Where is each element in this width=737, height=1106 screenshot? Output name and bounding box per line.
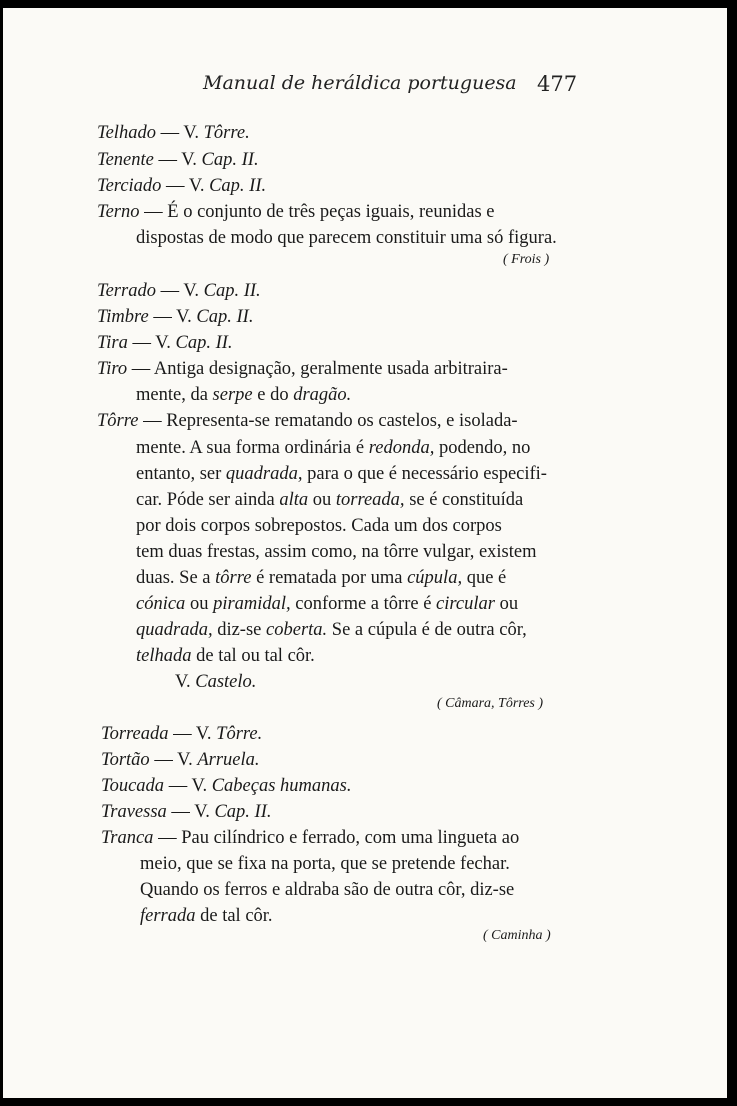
entry-torre-line8: [136, 591, 518, 617]
entry-torre-see-also: [175, 669, 256, 695]
text-run: car. Póde ser ainda: [136, 490, 280, 510]
entry-torre-line9: [136, 617, 527, 643]
entry-tortao: [101, 747, 260, 773]
text-run: que é: [462, 568, 507, 588]
entry-tranca-line1: [101, 825, 519, 851]
entry-target: Cap. II.: [203, 281, 261, 301]
entry-tiro-line2: [136, 382, 351, 408]
entry-terciado: [97, 173, 266, 199]
entry-term: Tenente: [97, 150, 154, 170]
italic-run: cúpula,: [407, 568, 463, 588]
entry-torre-line1: [97, 408, 518, 434]
entry-term: Tortão: [101, 750, 150, 770]
entry-target: Tôrre.: [203, 123, 250, 143]
entry-travessa: [101, 799, 272, 825]
entry-target: Cabeças humanas.: [211, 776, 352, 796]
entry-target: Cap. II.: [201, 150, 259, 170]
entry-ref: — V.: [166, 176, 210, 196]
entry-target: Arruela.: [197, 750, 260, 770]
entry-target: Cap. II.: [214, 802, 272, 822]
entry-tranca-line4: [140, 903, 273, 929]
entry-term: Travessa: [101, 802, 167, 822]
entry-term: Toucada: [101, 776, 165, 796]
entry-ref: — V.: [154, 750, 198, 770]
entry-ref: — V.: [173, 724, 217, 744]
entry-target: Cap. II.: [196, 307, 254, 327]
entry-ref: — V.: [160, 123, 204, 143]
entry-ref: — V.: [168, 776, 212, 796]
text-run: podendo, no: [434, 438, 531, 458]
entry-timbre: [97, 304, 253, 330]
italic-run: circular: [436, 594, 495, 614]
text-run: ou: [308, 490, 336, 510]
entry-torre-line6: tem duas frestas, assim como, na tôrre vulgar, existem: [136, 542, 537, 562]
entry-torre-line5: por dois corpos sobrepostos. Cada um dos corpos: [136, 516, 502, 536]
italic-run: quadrada,: [225, 464, 303, 484]
italic-run: serpe: [212, 385, 253, 405]
italic-run: redonda,: [368, 438, 435, 458]
entry-text: — É o conjunto de três peças iguais, reunidas e: [144, 202, 495, 222]
entry-target: Cap. II.: [209, 176, 267, 196]
italic-run: tôrre: [215, 568, 252, 588]
italic-run: ferrada: [140, 906, 196, 926]
entry-toucada: [101, 773, 352, 799]
entry-tranca-line2: meio, que se fixa na porta, que se pretende fechar.: [140, 854, 510, 874]
entry-terno-line1: [97, 199, 571, 225]
entry-tira: [97, 330, 233, 356]
entry-term: Timbre: [97, 307, 149, 327]
book-page: [3, 8, 727, 1098]
text-run: V.: [175, 672, 196, 692]
italic-run: piramidal,: [213, 594, 291, 614]
entry-term: Tira: [97, 333, 128, 353]
entry-ref: — V.: [153, 307, 197, 327]
entry-telhado: [97, 120, 250, 146]
citation-camara: ( Câmara, Tôrres ): [437, 696, 544, 711]
entry-term: Tiro: [97, 359, 128, 379]
text-run: mente, da: [136, 385, 213, 405]
italic-run: dragão.: [293, 385, 352, 405]
citation-frois: ( Frois ): [503, 252, 550, 267]
entry-term: Telhado: [97, 123, 156, 143]
entry-term: Tôrre: [97, 411, 139, 431]
entry-torre-line3: [136, 461, 547, 487]
text-run: Se a cúpula é de outra côr,: [327, 620, 527, 640]
text-run: duas. Se a: [136, 568, 216, 588]
italic-run: telhada: [136, 646, 192, 666]
entry-term: Terno: [97, 202, 140, 222]
entry-text: — Pau cilíndrico e ferrado, com uma lingueta ao: [158, 828, 520, 848]
entry-term: Torreada: [101, 724, 169, 744]
page-number: 477: [537, 72, 578, 96]
text-run: é rematada por uma: [251, 568, 408, 588]
entry-target: Tôrre.: [216, 724, 263, 744]
text-run: para o que é necessário especifi-: [302, 464, 547, 484]
entry-ref: — V.: [158, 150, 202, 170]
entry-torre-line2: [136, 435, 530, 461]
entry-ref: — V.: [132, 333, 176, 353]
entry-torreada: [101, 721, 262, 747]
entry-torre-line4: [136, 487, 523, 513]
text-run: de tal côr.: [195, 906, 273, 926]
entry-term: Terrado: [97, 281, 156, 301]
italic-run: alta: [279, 490, 309, 510]
entry-ref: — V.: [160, 281, 204, 301]
italic-run: quadrada,: [136, 620, 213, 640]
text-run: mente. A sua forma ordinária é: [136, 438, 369, 458]
italic-run: coberta.: [266, 620, 328, 640]
text-run: de tal ou tal côr.: [191, 646, 315, 666]
entry-term: Tranca: [101, 828, 154, 848]
text-run: se é constituída: [404, 490, 524, 510]
entry-terrado: [97, 278, 261, 304]
text-run: conforme a tôrre é: [290, 594, 437, 614]
entry-tiro-line1: [97, 356, 508, 382]
text-run: diz-se: [212, 620, 267, 640]
text-run: entanto, ser: [136, 464, 226, 484]
entry-target: Cap. II.: [175, 333, 233, 353]
text-run: ou: [185, 594, 214, 614]
entry-terno-line2: dispostas de modo que parecem constituir uma só figura.: [136, 228, 557, 248]
text-run: ou: [494, 594, 519, 614]
citation-caminha: ( Caminha ): [483, 928, 551, 943]
entry-term: Terciado: [97, 176, 162, 196]
text-run: e do: [252, 385, 294, 405]
entry-ref: — V.: [171, 802, 215, 822]
entry-torre-line10: [136, 643, 315, 669]
entry-text: — Antiga designação, geralmente usada arbitraira-: [131, 359, 508, 379]
entry-text: — Representa-se rematando os castelos, e isolada-: [143, 411, 518, 431]
italic-run: torreada,: [335, 490, 405, 510]
entry-torre-line7: [136, 565, 506, 591]
italic-run: Castelo.: [195, 672, 257, 692]
entry-tranca-line3: Quando os ferros e aldraba são de outra côr, diz-se: [140, 880, 515, 900]
entry-tenente: [97, 147, 259, 173]
italic-run: cónica: [136, 594, 186, 614]
running-title: Manual de heráldica portuguesa: [203, 72, 517, 94]
